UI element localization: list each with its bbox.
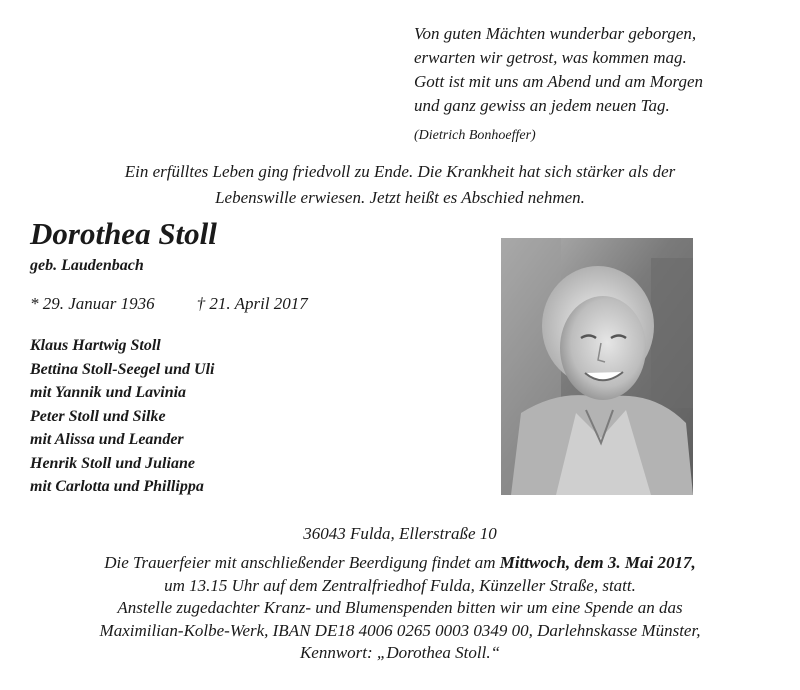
family-member: Henrik Stoll und Juliane — [30, 454, 195, 472]
portrait-image — [501, 238, 693, 495]
life-dates — [30, 294, 308, 314]
birth-date: * 29. Januar 1936 — [30, 294, 155, 313]
poem-line: und ganz gewiss an jedem neuen Tag. — [414, 96, 670, 115]
poem-line: Von guten Mächten wunderbar geborgen, — [414, 24, 697, 43]
portrait-photo — [501, 238, 693, 495]
funeral-intro: Die Trauerfeier mit anschließender Beerdigung findet am — [104, 553, 500, 572]
funeral-line-1 — [0, 552, 800, 575]
poem-author: (Dietrich Bonhoeffer) — [414, 128, 536, 143]
family-member: mit Carlotta und Phillippa — [30, 478, 204, 495]
funeral-line-4: Maximilian-Kolbe-Werk, IBAN DE18 4006 0265 0003 0349 00, Darlehnskasse Münster, — [99, 620, 701, 640]
intro-line: Ein erfülltes Leben ging friedvoll zu Ende. Die Krankheit hat sich stärker als der — [124, 162, 676, 181]
birth-name: geb. Laudenbach — [30, 257, 144, 274]
family-member: Peter Stoll und Silke — [30, 407, 166, 425]
family-member: mit Alissa und Leander — [30, 431, 184, 448]
poem-line: Gott ist mit uns am Abend und am Morgen — [414, 72, 703, 91]
funeral-date: Mittwoch, dem 3. Mai 2017, — [499, 553, 696, 572]
family-member: mit Yannik und Lavinia — [30, 384, 187, 401]
poem-line: erwarten wir getrost, was kommen mag. — [414, 48, 687, 67]
funeral-notice — [0, 552, 800, 665]
family-member: Klaus Hartwig Stoll — [30, 337, 161, 354]
funeral-line-3: Anstelle zugedachter Kranz- und Blumenspenden bitten wir um eine Spende an das — [117, 598, 683, 617]
family-list — [30, 334, 214, 499]
intro-text — [0, 159, 800, 211]
deceased-name: Dorothea Stoll — [30, 216, 217, 251]
funeral-line-2: um 13.15 Uhr auf dem Zentralfriedhof Fulda, Künzeller Straße, statt. — [164, 575, 636, 595]
poem — [414, 22, 794, 148]
death-date: † 21. April 2017 — [196, 294, 308, 313]
intro-line: Lebenswille erwiesen. Jetzt heißt es Abschied nehmen. — [215, 188, 585, 207]
family-member: Bettina Stoll-Seegel und Uli — [30, 360, 215, 378]
funeral-line-5: Kennwort: „Dorothea Stoll.“ — [299, 643, 501, 662]
address: 36043 Fulda, Ellerstraße 10 — [303, 524, 497, 543]
